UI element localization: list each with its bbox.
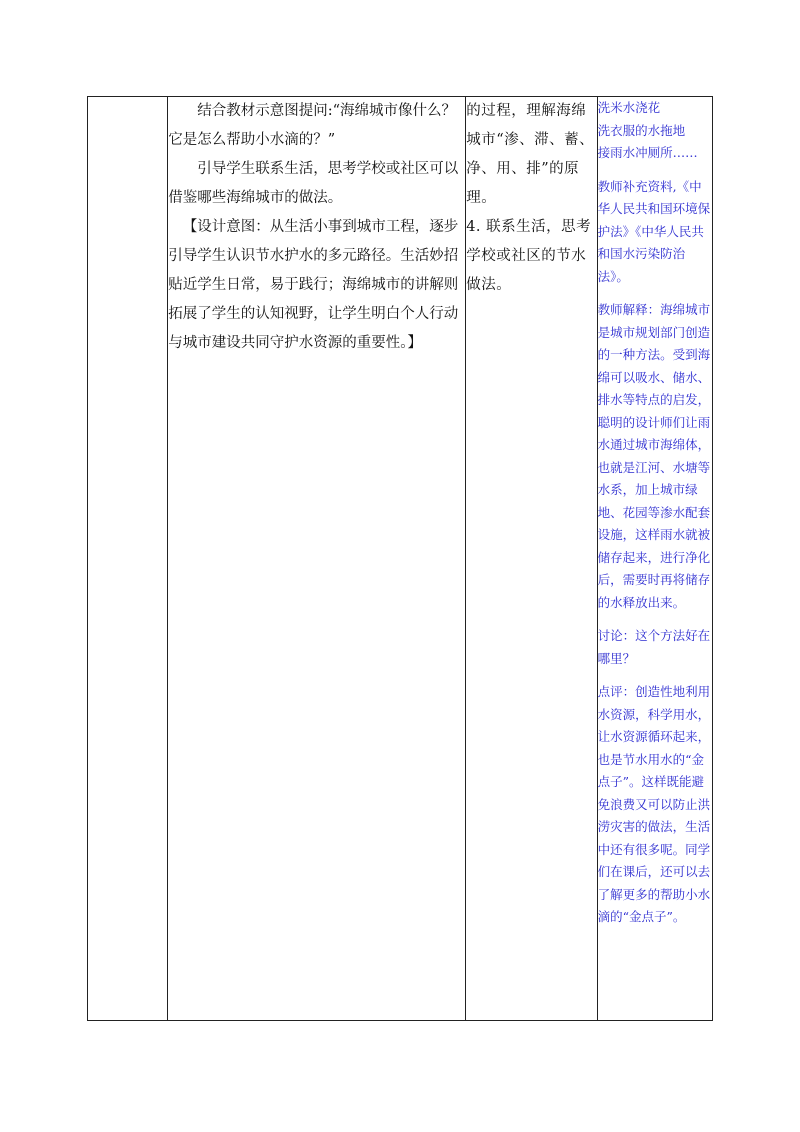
notes-cell <box>597 97 712 1021</box>
tip-line: 洗米水浇花 <box>597 100 661 115</box>
discussion-note: 讨论：这个方法好在哪里？ <box>597 628 711 666</box>
supplement-note: 教师补充资料,《中华人民共和国环境保护法》《中华人民共和国水污染防治法》。 <box>597 178 711 284</box>
question-paragraph: 结合教材示意图提问:“海绵城市像什么？它是怎么帮助小水滴的？” <box>168 103 457 148</box>
tip-line: 接雨水冲厕所…… <box>597 145 698 160</box>
teaching-process-cell <box>168 97 466 1021</box>
design-intent-paragraph: 【设计意图：从生活小事到城市工程，逐步引导学生认识节水护水的多元路径。生活妙招贴近学生日常，易于践行；海绵城市的讲解则拓展了学生的认知视野，让学生明白个人行动与城市建设共同守护水资源的重要性。】 <box>168 219 459 351</box>
table-row <box>88 97 713 1021</box>
lesson-plan-table <box>87 96 713 1021</box>
activity-line: 4. 联系生活，思考学校或社区的节水做法。 <box>466 219 592 293</box>
comment-note: 点评：创造性地利用水资源，科学用水，让水资源循环起来，也是节水用水的“金点子”。这样既能避免浪费又可以防止洪涝灾害的做法，生活中还有很多呢。同学们在课后，还可以去了解更多的帮助小水滴的“金点子”。 <box>597 684 711 924</box>
student-activity-cell <box>466 97 597 1021</box>
explanation-note: 教师解释：海绵城市是城市规划部门创造的一种方法。受到海绵可以吸水、储水、排水等特点的启发，聪明的设计师们让雨水通过城市海绵体，也就是江河、水塘等水系，加上城市绿地、花园等渗水配套设施，这样雨水就被储存起来，进行净化后，需要时再将储存的水释放出来。 <box>597 302 711 610</box>
guidance-paragraph: 引导学生联系生活，思考学校或社区可以借鉴哪些海绵城市的做法。 <box>168 161 459 206</box>
stage-cell <box>88 97 168 1021</box>
activity-line: 的过程，理解海绵城市“渗、滞、蓄、净、用、排”的原理。 <box>466 103 595 206</box>
tip-line: 洗衣服的水拖地 <box>597 122 686 138</box>
